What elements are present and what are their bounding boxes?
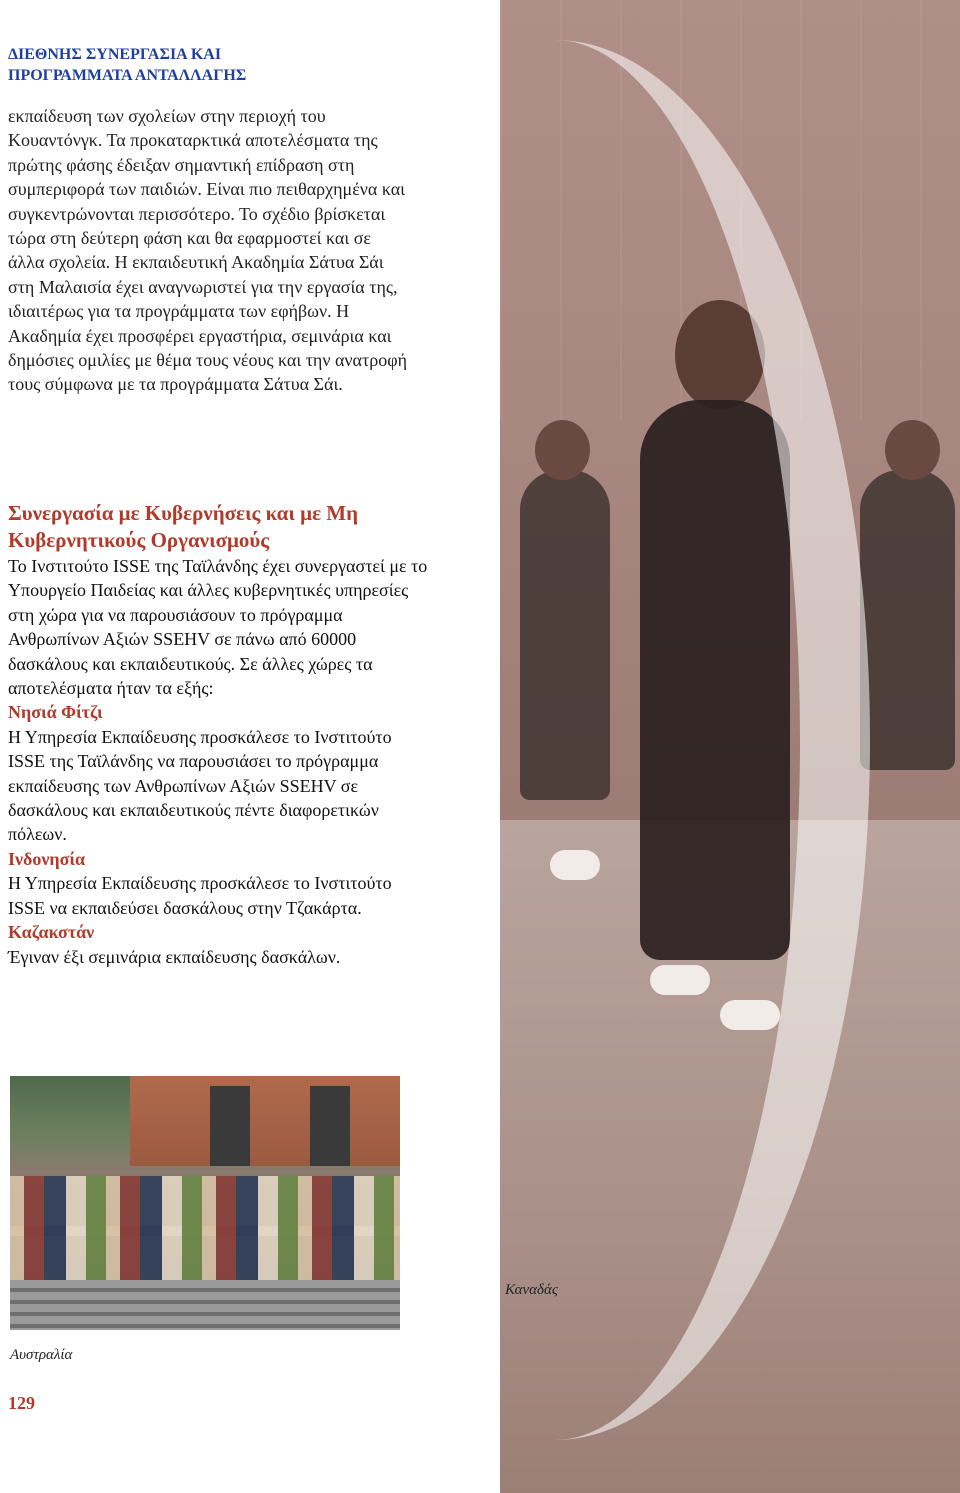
chapter-header bbox=[8, 44, 428, 86]
country-text-fiji: Η Υπηρεσία Εκπαίδευσης προσκάλεσε το Ινστιτούτο ISSE της Ταϊλάνδης να παρουσιάσει το πρόγραμμα εκπαίδευσης των Ανθρωπίνων Αξιών SSEHV σε δασκάλους και εκπαιδευτικούς πέντε διαφορετικών πόλεων. bbox=[8, 726, 392, 845]
country-heading-kazakhstan: Καζακστάν bbox=[8, 922, 95, 943]
section-heading: Συνεργασία με Κυβερνήσεις και με Μη Κυβερνητικούς Οργανισμούς bbox=[8, 501, 359, 552]
group-photo bbox=[10, 1076, 400, 1330]
country-text-kazakhstan: Έγιναν έξι σεμινάρια εκπαίδευσης δασκάλων. bbox=[8, 946, 341, 967]
dance-class-photo bbox=[500, 0, 960, 1493]
cooperation-section bbox=[8, 500, 428, 969]
group-photo-people-front bbox=[10, 1226, 400, 1281]
country-text-indonesia: Η Υπηρεσία Εκπαίδευσης προσκάλεσε το Ινστιτούτο ISSE να εκπαιδεύσει δασκάλους στην Τζακάρτα. bbox=[8, 873, 392, 918]
country-heading-indonesia: Ινδονησία bbox=[8, 848, 86, 869]
group-photo-building bbox=[130, 1076, 400, 1166]
chapter-header-line2: ΠΡΟΓΡΑΜΜΑΤΑ ΑΝΤΑΛΛΑΓΗΣ bbox=[8, 67, 247, 84]
photo-child-right-head bbox=[885, 420, 940, 480]
chapter-header-line1: ΔΙΕΘΝΗΣ ΣΥΝΕΡΓΑΣΙΑ ΚΑΙ bbox=[8, 46, 222, 63]
photo-child-right bbox=[860, 470, 955, 770]
caption-canada: Καναδάς bbox=[505, 1282, 558, 1298]
caption-australia: Αυστραλία bbox=[10, 1347, 73, 1363]
page-number: 129 bbox=[8, 1393, 35, 1413]
section-body: Το Ινστιτούτο ISSE της Ταϊλάνδης έχει συνεργαστεί με το Υπουργείο Παιδείας και άλλες κυβερνητικές υπηρεσίες στη χώρα για να παρουσιάσουν το πρόγραμμα Ανθρωπίνων Αξιών SSEHV σε πάνω από 60000 δασκάλους και εκπαιδευτικούς. Σε άλλες χώρες τα αποτελέσματα ήταν τα εξής: bbox=[8, 556, 428, 699]
group-photo-steps bbox=[10, 1280, 400, 1330]
group-photo-door bbox=[310, 1086, 350, 1166]
country-heading-fiji: Νησιά Φίτζι bbox=[8, 702, 103, 723]
group-photo-door bbox=[210, 1086, 250, 1166]
intro-paragraph: εκπαίδευση των σχολείων στην περιοχή του Κουαντόνγκ. Τα προκαταρκτικά αποτελέσματα της πρώτης φάσης έδειξαν σημαντική επίδραση στη συμπεριφορά των παιδιών. Είναι πιο πειθαρχημένα και συγκεντρώνονται περισσότερο. Το σχέδιο βρίσκεται τώρα στη δεύτερη φάση και θα εφαρμοστεί και σε άλλα σχολεία. Η εκπαιδευτική Ακαδημία Σάτυα Σάι στη Μαλαισία έχει αναγνωριστεί για την εργασία της, ιδιαιτέρως για τα προγράμματα των εφήβων. Η Ακαδημία έχει προσφέρει εργαστήρια, σεμινάρια και δημόσιες ομιλίες με θέμα τους νέους και την ανατροφή τους σύμφωνα με τα προγράμματα Σάτυα Σάι. bbox=[8, 106, 407, 395]
